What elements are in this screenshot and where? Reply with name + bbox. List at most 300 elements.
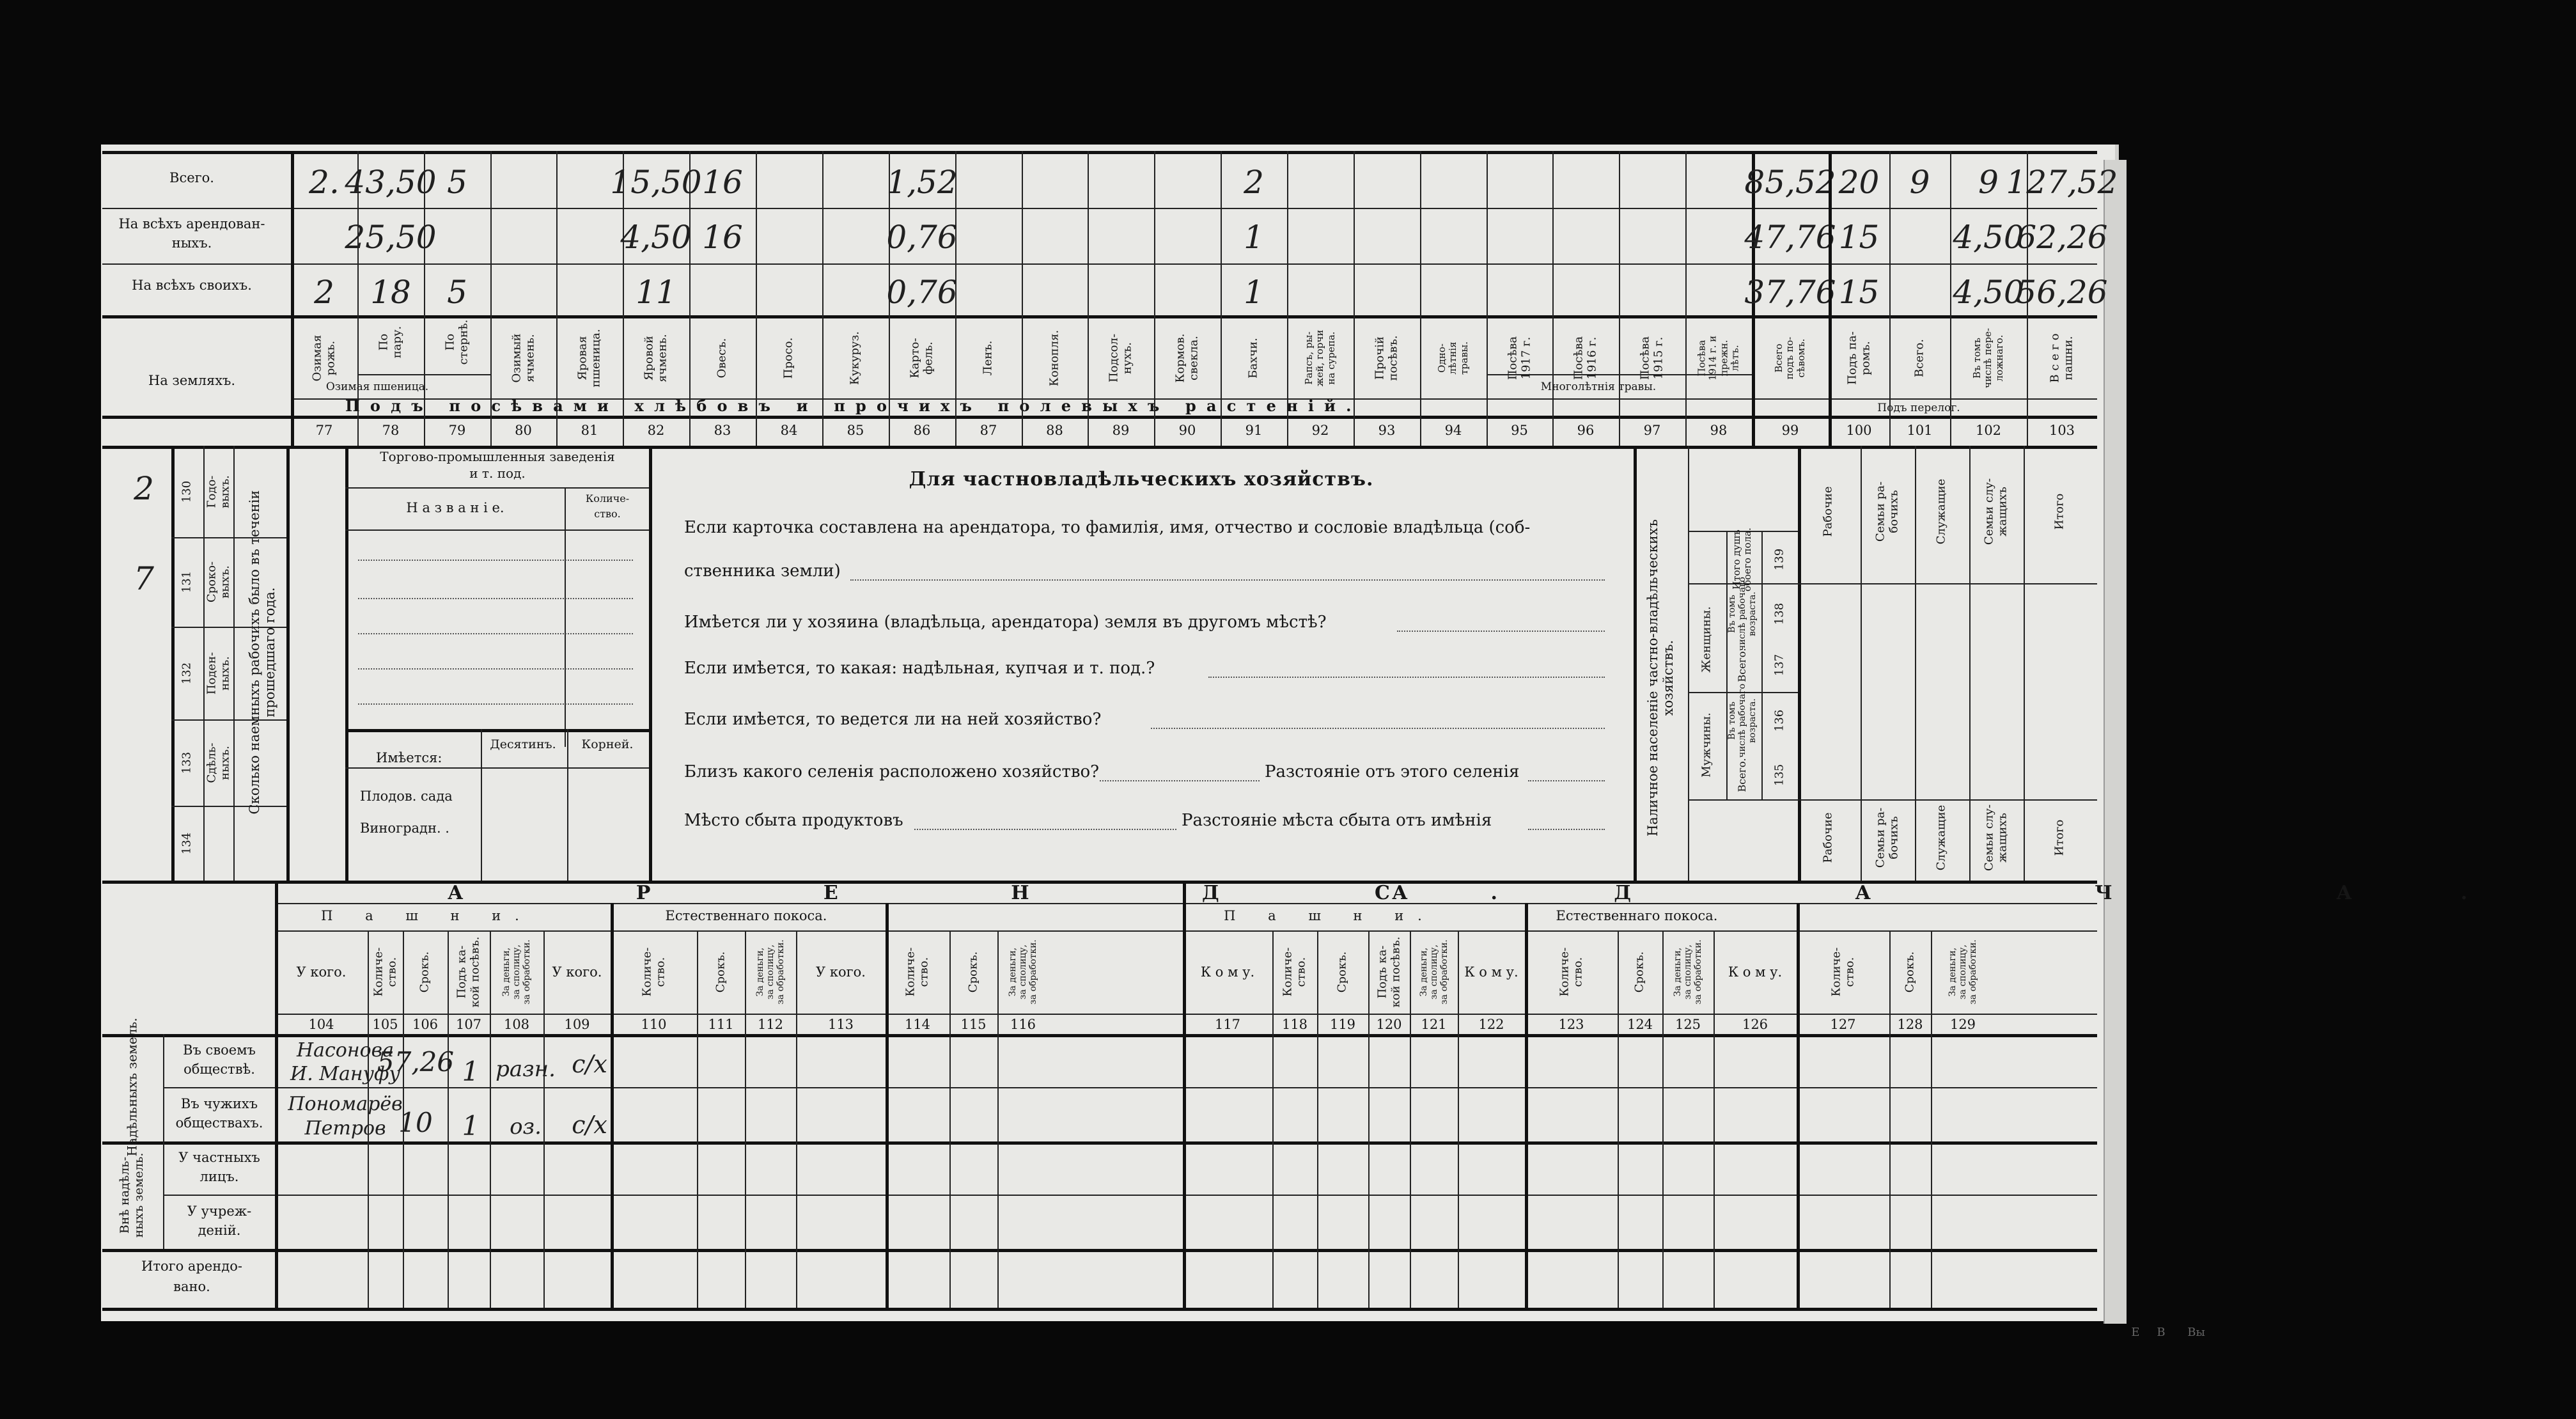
col-num-87: 87 [980,423,997,438]
men-label: Мужчины. [1699,712,1713,778]
lease-out-num-128: 128 [1897,1017,1923,1032]
rule [1487,151,1488,446]
col-num-101: 101 [1907,423,1933,438]
hw-arend-91: 1 [1244,219,1264,256]
lease-in-hdr-116: За деньги, за сполицу, за обработки. [1007,939,1039,1005]
rule [1552,151,1554,446]
col-header-96: Посѣва 1916 г. [1572,336,1598,380]
rule [556,151,558,446]
rule [822,151,824,446]
col-header-99: Всего подъ по- сѣвомъ. [1773,336,1807,380]
blank-line [358,633,633,634]
rule [1889,930,1891,1308]
row-label-vsego: Всего. [169,170,214,185]
hw-svoikh-78: 18 [370,274,411,311]
lease-in-num-116: 116 [1010,1017,1036,1032]
lease-out-num-124: 124 [1627,1017,1653,1032]
question-land-type: Если имѣется, то какая: надѣльная, купчая и т. под.? [684,659,1155,678]
hw-svoikh-100: 15 [1838,274,1880,311]
hw-vsego-86: 1,52 [886,164,958,201]
col-header-77: Озимая рожь. [310,334,337,382]
col-header-85: Кукуруз. [848,331,862,386]
rule [163,1087,2097,1088]
lease-in-hdr-111: Срокъ. [714,951,728,993]
hw-arend-78: 25,50 [345,219,437,256]
next-page-edge [2104,160,2127,1324]
lease-out-hdr-128: Срокъ. [1903,951,1917,993]
rule [1183,881,1186,1308]
rule [997,930,999,1308]
rule [1662,930,1664,1308]
rule [1287,151,1288,446]
col-header-101: Всего. [1912,339,1926,377]
col-num-96: 96 [1577,423,1595,438]
rule [1221,151,1222,446]
rule [171,806,286,807]
lease-in-num-113: 113 [827,1017,854,1032]
col-header-98: Посѣва 1914 г. и прежн. лѣтъ. [1696,335,1741,381]
hw-crop-1: разн. [496,1056,556,1082]
lease-out-num-120: 120 [1376,1017,1402,1032]
rule [102,151,2097,154]
lease-in-hdr-113: У кого. [816,964,866,980]
rule [1889,398,2027,400]
rule [171,537,286,538]
col-num-84: 84 [780,423,798,438]
rule [1317,930,1318,1308]
col-138: 138 [1772,602,1786,625]
lease-out-hdr-127: Количе- ство. [1829,947,1856,997]
rule [1726,531,1728,799]
hw-vsego-101: 9 [1909,164,1930,201]
hw-workers-130: 2 [134,469,154,507]
col-header-82: Яровой ячмень. [642,334,669,382]
col-num-85: 85 [847,423,864,438]
row-svoem-2: обществѣ. [183,1062,255,1077]
pop-col-bottom-4: Итого [2052,819,2066,856]
col-header-79: По стернѣ. [443,319,470,365]
lease-out-hdr-125: За деньги, за сполицу, за обработки. [1672,939,1704,1005]
lease-out-num-122: 122 [1478,1017,1504,1032]
crops-banner: Подъ посѣвами хлѣбовъ и прочихъ полевыхъ растенiй. [345,396,1362,415]
rule [955,151,956,446]
rule [345,767,649,769]
lease-in-num-111: 111 [708,1017,734,1032]
pop-col-top-1: Семьи ра- бочихъ [1873,481,1900,542]
women-working-age-label: Въ томъ числѣ рабочаго возраста. [1726,577,1758,651]
lease-in-num-112: 112 [757,1017,784,1032]
col-header-87: Ленъ. [981,340,995,376]
row-chast: У частныхъ [178,1150,260,1165]
question-owner-2: ственника земли) [684,561,841,581]
answer-line [1397,631,1605,632]
rule [1829,151,1832,446]
edge-mark-1: Е [2131,1326,2140,1339]
rule [1022,151,1023,446]
col-num-103: 103 [2049,423,2075,438]
lease-in-hdr-109: У кого. [552,964,602,980]
hw-vsego-100: 20 [1838,164,1880,201]
rule [697,930,698,1308]
blank-line [358,668,633,670]
rule [233,446,235,881]
lease-out-num-118: 118 [1281,1017,1308,1032]
pop-col-bottom-2: Служащие [1934,804,1948,871]
rule [745,930,746,1308]
rule [345,729,649,732]
col-header-90: Кормов. свекла. [1173,333,1200,383]
col-header-103: В с е г о пашни. [2048,333,2075,383]
col-header-93: Прочiй посѣвъ. [1373,335,1400,381]
col-num-97: 97 [1643,423,1661,438]
col-num-83: 83 [714,423,731,438]
col-num-95: 95 [1511,423,1528,438]
col-header-94: Одно- лѣтнiя травы. [1436,341,1470,375]
rule [275,881,278,1308]
hw-term-1: 1 [462,1056,480,1087]
rule [1272,930,1274,1308]
rule [1525,903,1528,1308]
hw-arend-102: 4,50 [1953,219,2024,256]
rule [1088,151,1089,446]
row-label-svoikh: На всѣхъ своихъ. [132,278,252,293]
hw-vsego-103: 127,52 [2006,164,2118,201]
rule [1688,799,1798,801]
rule [2024,446,2025,881]
group-pashni-left: П а ш н и. [321,908,533,923]
col-header-92: Рапсъ, ры- жей, горчи на сурепа. [1303,329,1337,387]
hw-arend-103: 62,26 [2016,219,2108,256]
question-village: Близъ какого селенiя расположено хозяйство? [684,762,1100,781]
lease-in-hdr-106: Срокъ. [418,951,432,993]
hw-svoikh-79: 5 [447,274,467,311]
trade-title: Торгово-промышленныя заведенiя [380,449,615,464]
rule [345,529,649,531]
group-perelog: Подъ перелог. [1877,402,1960,414]
row-itogo-2: вано. [173,1279,210,1294]
rule [481,729,482,881]
worker-num-134: 134 [180,832,194,854]
col-135: 135 [1772,764,1786,787]
rule [565,487,566,747]
col-header-84: Просо. [781,337,795,379]
lease-in-hdr-108: За деньги, за сполицу, за обработки. [501,939,533,1005]
lease-out-hdr-119: Срокъ. [1335,951,1349,993]
question-market-distance: Разстоянiе мѣста сбыта отъ имѣнiя [1182,811,1492,830]
lease-in-hdr-114: Количе- ство. [903,947,930,997]
rule [291,151,294,446]
rule [1354,151,1355,446]
hw-arend-100: 15 [1838,219,1880,256]
col-num-100: 100 [1846,423,1872,438]
trade-col-qty: Количе- [585,492,630,505]
rule [171,446,175,881]
rule [886,903,889,1308]
lease-in-num-109: 109 [564,1017,590,1032]
group-pokos-right: Естественнаго покоса. [1556,908,1718,923]
col-num-78: 78 [382,423,400,438]
pop-col-bottom-3: Семьи слу- жащихъ [1982,804,2009,872]
row-chuzh: Въ чужихъ [180,1096,258,1111]
col-num-94: 94 [1444,423,1462,438]
row-uchr-2: денiй. [198,1223,241,1238]
rule [171,719,286,721]
group-mnogoletnie: Многолѣтнiя травы. [1540,380,1657,393]
worker-type-132: Поден- ныхъ. [205,652,231,694]
blank-line [358,703,633,705]
rule [345,487,649,489]
hw-term-2: 1 [462,1110,480,1141]
group-pokos-left: Естественнаго покоса. [665,908,827,923]
lease-out-num-129: 129 [1949,1017,1976,1032]
hw-svoikh-86: 0,76 [886,274,958,311]
lease-out-hdr-118: Количе- ство. [1281,947,1308,997]
women-total-label: Всего. [1735,648,1748,682]
rule [1798,446,1801,881]
lease-out-hdr-122: К о м у. [1464,964,1518,980]
col-139: 139 [1772,548,1786,571]
lease-out-num-127: 127 [1830,1017,1856,1032]
rule [424,151,425,446]
rule [102,315,2097,318]
worker-num-130: 130 [180,480,194,503]
worker-type-131: Сроко- выхъ. [205,561,231,603]
rule [1761,531,1763,799]
col-137: 137 [1772,654,1786,677]
rule [171,627,286,628]
question-village-distance: Разстоянiе отъ этого селенiя [1265,762,1520,781]
col-num-102: 102 [1975,423,2002,438]
rule [357,374,490,375]
orchard-sad: Плодов. сада [360,788,453,804]
rule [163,1195,2097,1196]
lease-out-num-121: 121 [1421,1017,1447,1032]
hw-svoikh-91: 1 [1244,274,1264,311]
hw-crop-2: оз. [510,1114,542,1140]
rule [1969,446,1971,881]
hw-qty-2: 10 [398,1107,433,1138]
hw-lessor-1a: Насонова [296,1039,394,1062]
col-header-78: По пару. [377,325,403,359]
hw-vsego-79: 5 [447,164,467,201]
rule [1618,930,1619,1308]
lease-in-hdr-112: За деньги, за сполицу, за обработки. [754,939,786,1005]
col-header-91: Бахчи. [1246,338,1260,379]
hw-vsego-91: 2 [1244,164,1264,201]
col-num-92: 92 [1311,423,1329,438]
hw-vsego-78: 43,50 [345,164,437,201]
orchard-korney: Корней. [581,737,634,751]
lease-in-num-106: 106 [412,1017,439,1032]
hw-svoikh-82: 11 [636,274,676,311]
lease-in-num-105: 105 [372,1017,398,1032]
hw-lessor-1b: И. Мануфу [290,1063,400,1085]
pop-col-top-4: Итого [2052,493,2066,530]
pop-col-top-0: Рабочие [1821,486,1835,537]
rule [1797,903,1800,1308]
col-header-88: Конопля. [1047,329,1061,387]
lease-out-hdr-117: К о м у. [1200,964,1255,980]
banner-arenda: А Р Е Н Д А. [448,882,1581,904]
col-num-90: 90 [1178,423,1196,438]
col-num-82: 82 [647,423,665,438]
rule [1950,151,1951,446]
lease-in-num-107: 107 [455,1017,482,1032]
banner-sdacha: С Д А Ч А. [1375,882,2576,904]
hw-svoikh-103: 56,26 [2016,274,2108,311]
blank-line [358,560,633,561]
rowgroup-nadel: Надѣльныхъ земель. [124,1017,140,1157]
lease-out-hdr-124: Срокъ. [1632,951,1646,993]
col-num-88: 88 [1046,423,1063,438]
col-num-91: 91 [1245,423,1263,438]
col-num-79: 79 [448,423,466,438]
col-num-86: 86 [913,423,931,438]
trade-col-name: Н а з в а н i е. [406,500,504,515]
hw-vsego-83: 16 [702,164,743,201]
col-header-100: Подъ па- ромъ. [1845,331,1872,385]
rowgroup-vne: Внѣ надѣль- ныхъ земель. [118,1152,146,1238]
question-other-land: Имѣется ли у хозяина (владѣльца, арендатора) земля въ другомъ мѣстѣ? [684,613,1327,632]
rule [275,930,2097,932]
rule [1458,930,1459,1308]
answer-line [1528,829,1605,830]
rule [1798,799,2097,801]
rule [102,263,2097,265]
question-owner: Если карточка составлена на арендатора, то фамилiя, имя, отчество и сословiе владѣльца (соб- [684,518,1531,537]
private-title: Для частновладѣльческихъ хозяйствъ. [909,468,1374,490]
rule [1688,446,1689,881]
lease-out-num-125: 125 [1674,1017,1701,1032]
workers-side-title: Сколько наемныхъ рабочихъ было въ теченiи прошедшаго года. [246,490,277,815]
answer-line [914,829,1176,830]
col-136: 136 [1772,709,1786,732]
hw-svoikh-102: 4,50 [1953,274,2024,311]
hw-vsego-82: 15,50 [610,164,702,201]
rule [448,930,449,1308]
worker-type-133: Сдѣль- ныхъ. [205,742,231,783]
lease-out-num-117: 117 [1214,1017,1241,1032]
row-label-arend: На всѣхъ арендован- [118,216,265,231]
answer-line [1100,780,1260,781]
rule [286,446,290,881]
rule [1154,151,1155,446]
rule [543,930,545,1308]
men-working-age-label: Въ томъ числѣ рабочаго возраста. [1726,684,1758,758]
pop-col-top-2: Служащие [1934,478,1948,545]
row-label-zemlyakh: На земляхъ. [148,373,236,388]
pop-col-bottom-0: Рабочие [1821,812,1835,863]
rule [567,729,568,881]
population-side-title: Наличное населенiе частно-владѣльческихъ хозяйствъ. [1644,519,1676,837]
rule [611,903,614,1308]
rule [102,1308,2097,1311]
row-svoem: Въ своемъ [183,1042,256,1058]
row-uchr: У учреж- [187,1203,252,1219]
col-num-99: 99 [1781,423,1799,438]
rule [163,1034,164,1249]
pop-col-bottom-1: Семьи ра- бочихъ [1873,807,1900,868]
rule [1915,446,1916,881]
lease-in-num-108: 108 [503,1017,530,1032]
trade-title-2: и т. под. [469,466,526,481]
hw-svoikh-77: 2 [314,274,334,311]
answer-line [1208,677,1605,678]
group-ozimaya-pshenitsa: Озимая пшеница. [325,380,429,393]
lease-in-num-115: 115 [960,1017,987,1032]
col-header-83: Овесъ. [715,338,729,379]
hw-vsego-102: 9 [1978,164,1999,201]
pop-col-top-3: Семьи слу- жащихъ [1982,478,2009,545]
row-itogo: Итого арендо- [141,1258,242,1274]
total-souls-label: Итого душъ обоего пола. [1730,528,1753,592]
hw-vsego-99: 85,52 [1744,164,1836,201]
col-num-93: 93 [1378,423,1396,438]
rule [1368,930,1370,1308]
rule [275,1014,2097,1015]
hw-lessor-2b: Петров [304,1117,386,1140]
worker-num-131: 131 [180,570,194,593]
edge-mark-2: В [2157,1326,2166,1339]
lease-out-num-123: 123 [1558,1017,1584,1032]
hw-pay-1: с/х [572,1050,607,1078]
edge-mark-3: Вы [2187,1326,2205,1339]
rule [1931,930,1932,1308]
col-num-89: 89 [1112,423,1130,438]
row-label-arend-2: ныхъ. [171,235,212,251]
lease-out-hdr-129: За деньги, за сполицу, за обработки. [1947,939,1979,1005]
group-pashni-right: П а ш н и. [1224,908,1436,923]
hw-arend-83: 16 [702,219,743,256]
col-num-81: 81 [581,423,598,438]
rule [490,930,491,1308]
rule [102,416,2097,419]
rule [756,151,757,446]
hw-lessor-2a: Пономарёв [288,1093,403,1115]
rule [1798,583,2097,584]
row-chuzh-2: обществахъ. [175,1115,263,1131]
lease-in-hdr-107: Подъ ка- кой посѣвъ. [455,936,481,1008]
rule [1713,930,1715,1308]
col-header-80: Озимый ячмень. [509,333,536,383]
lease-out-hdr-126: К о м у. [1728,964,1783,980]
question-market: Мѣсто сбыта продуктовъ [684,811,903,830]
lease-in-hdr-115: Срокъ. [966,951,980,993]
worker-num-132: 132 [180,662,194,684]
rule [649,446,652,881]
col-header-97: Посѣва 1915 г. [1638,336,1665,380]
rule [102,208,2097,209]
hw-svoikh-99: 37,76 [1744,274,1836,311]
rule [1410,930,1411,1308]
col-header-95: Посѣва 1917 г. [1505,336,1533,380]
women-label: Женщины. [1699,606,1713,673]
hw-arend-82: 4,50 [620,219,692,256]
col-num-77: 77 [315,423,333,438]
worker-type-130: Годо- выхъ. [205,474,231,508]
rule [689,151,691,446]
rule [1420,151,1421,446]
rule [1487,374,1752,375]
rule [490,151,492,446]
orchard-desyatin: Десятинъ. [490,737,556,751]
hw-arend-86: 0,76 [886,219,958,256]
hw-vsego-77: 2. [309,164,340,201]
lease-in-num-114: 114 [904,1017,931,1032]
blank-line [358,598,633,599]
lease-in-hdr-110: Количе- ство. [639,947,667,997]
lease-out-hdr-121: За деньги, за сполицу, за обработки. [1418,939,1449,1005]
